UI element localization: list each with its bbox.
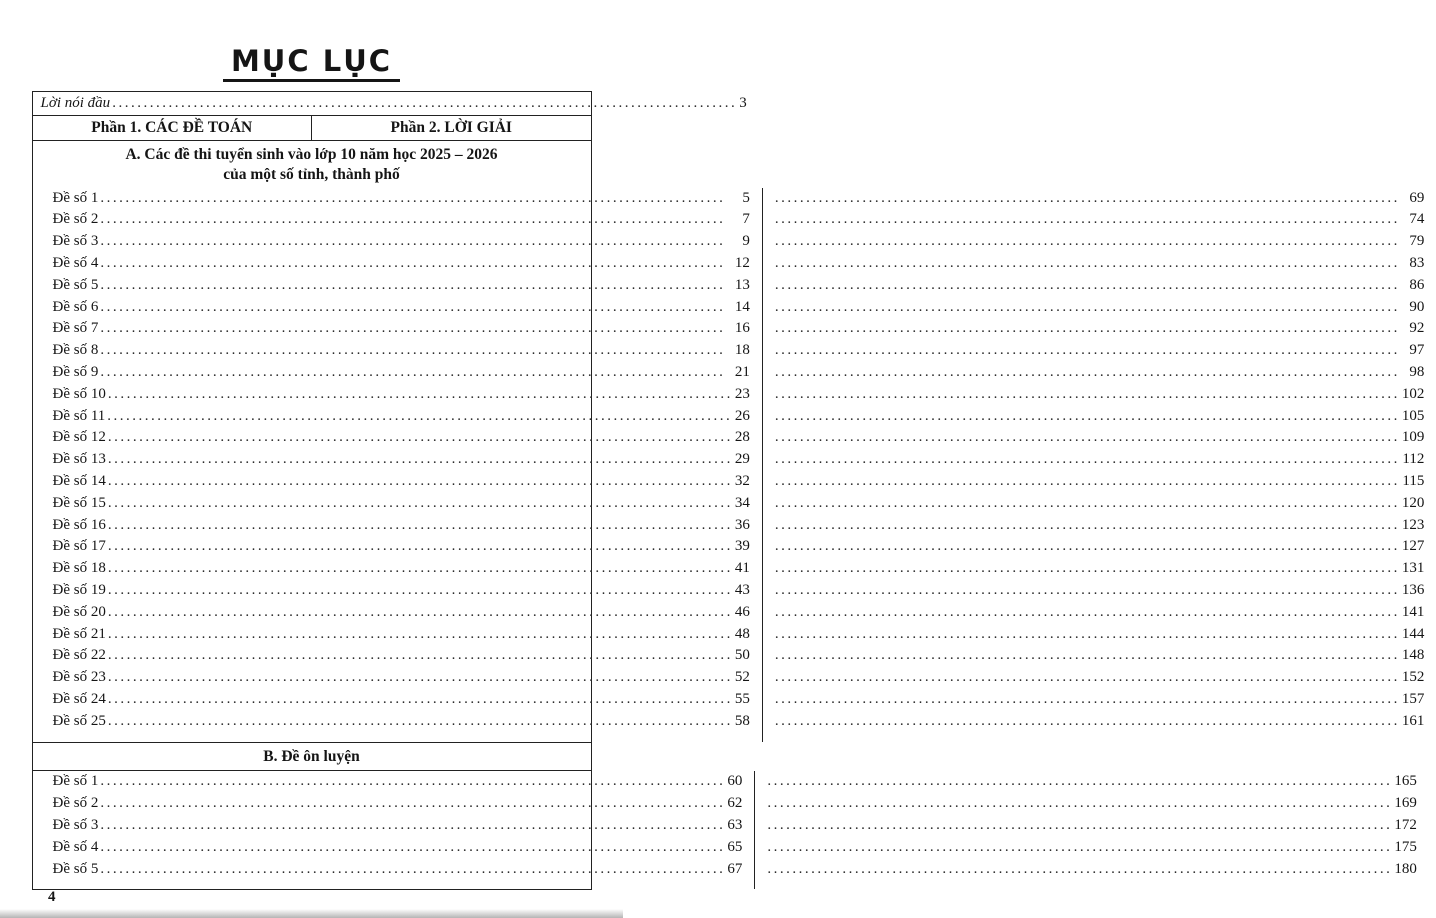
section-a-title-line-1: A. Các đề thi tuyển sinh vào lớp 10 năm học 2025 – 2026	[125, 146, 498, 163]
dot-leader	[775, 495, 1400, 512]
entry-page-right: 92	[1409, 320, 1425, 337]
dot-leader	[100, 190, 740, 207]
toc-entry-right	[755, 817, 1429, 839]
dot-leader	[775, 560, 1400, 577]
toc-entry-right	[755, 839, 1429, 861]
dot-leader	[108, 495, 733, 512]
toc-entry-left	[33, 669, 762, 691]
dot-leader	[775, 626, 1400, 643]
toc-entry-left	[33, 713, 762, 735]
entry-page-left: 34	[734, 494, 750, 511]
dot-leader	[767, 773, 1392, 790]
dot-leader	[100, 364, 733, 381]
dot-leader	[100, 817, 725, 834]
entry-label: Đề số 23	[52, 669, 106, 686]
title-area	[0, 0, 623, 82]
toc-entry-left	[33, 277, 762, 299]
entry-page-left: 58	[734, 712, 750, 729]
toc-entry-left	[33, 211, 762, 233]
dot-leader	[108, 517, 733, 534]
entry-page-right: 148	[1401, 647, 1425, 664]
toc-entry-left	[33, 861, 755, 883]
entry-page-right: 175	[1394, 838, 1417, 855]
entry-page-right: 165	[1394, 773, 1417, 790]
entry-page-left: 39	[734, 538, 750, 555]
dot-leader	[767, 839, 1392, 856]
entry-label: Đề số 2	[52, 795, 99, 812]
toc-entry-left	[33, 626, 762, 648]
entry-label: Đề số 17	[52, 538, 106, 555]
entry-page-left: 7	[742, 211, 750, 228]
dot-leader	[775, 451, 1401, 468]
entry-page-left: 16	[734, 320, 750, 337]
entry-page-right: 105	[1401, 407, 1425, 424]
toc-entry-left	[33, 691, 762, 713]
dot-leader	[108, 626, 733, 643]
page-title: MỤC LỤC	[223, 44, 400, 82]
scan-edge-artifact	[0, 909, 623, 918]
toc-entry-right	[763, 429, 1436, 451]
dot-leader	[767, 795, 1392, 812]
dot-leader	[775, 691, 1400, 708]
dot-leader	[100, 861, 725, 878]
toc-entry-right	[763, 320, 1436, 342]
dot-leader	[100, 233, 740, 250]
section-b-left-column	[33, 771, 756, 889]
toc-entry-right	[763, 473, 1436, 495]
dot-leader	[775, 473, 1401, 490]
entry-page-left: 26	[734, 407, 750, 424]
entry-label: Đề số 8	[52, 342, 99, 359]
dot-leader	[112, 95, 737, 112]
dot-leader	[108, 604, 733, 621]
section-b-header	[33, 742, 591, 772]
entry-page-right: 83	[1409, 255, 1425, 272]
dot-leader	[775, 517, 1400, 534]
dot-leader	[775, 582, 1400, 599]
entry-page-left: 50	[734, 647, 750, 664]
section-a-header	[33, 141, 591, 188]
toc-entry-left	[33, 839, 755, 861]
entry-page-left: 21	[734, 364, 750, 381]
dot-leader	[775, 299, 1408, 316]
entry-page-left: 43	[734, 582, 750, 598]
dot-leader	[775, 320, 1408, 337]
entry-page-right: 131	[1401, 560, 1425, 577]
entry-page-right: 169	[1394, 795, 1417, 812]
toc-entry-right	[763, 233, 1436, 255]
entry-page-right: 69	[1409, 189, 1425, 206]
entry-page-right: 112	[1402, 451, 1425, 468]
entry-label: Đề số 5	[52, 860, 99, 877]
toc-entry-left	[33, 473, 762, 495]
entry-page-left: 18	[734, 342, 750, 359]
toc-entry-right	[763, 408, 1436, 430]
toc-entry-left	[33, 342, 762, 364]
entry-page-right: 74	[1409, 211, 1425, 228]
entry-label: Đề số 6	[52, 298, 99, 315]
dot-leader	[775, 386, 1400, 403]
entry-page-left: 55	[734, 690, 750, 707]
entry-page-left: 63	[727, 817, 743, 833]
entry-page-right: 180	[1394, 860, 1417, 877]
dot-leader	[100, 211, 740, 228]
entry-label: Đề số 25	[52, 712, 106, 729]
entry-page-right: 109	[1401, 429, 1425, 446]
toc-entry-right	[763, 386, 1436, 408]
dot-leader	[775, 255, 1408, 272]
dot-leader	[108, 713, 733, 730]
dot-leader	[108, 691, 733, 708]
toc-entry-left	[33, 604, 762, 626]
dot-leader	[108, 429, 733, 446]
entry-label: Đề số 16	[52, 516, 106, 533]
dot-leader	[775, 429, 1400, 446]
dot-leader	[775, 408, 1400, 425]
toc-entry-left	[33, 582, 762, 604]
dot-leader	[108, 582, 733, 599]
entry-label: Đề số 14	[52, 473, 106, 490]
dot-leader	[775, 647, 1400, 664]
entry-label: Đề số 1	[52, 189, 99, 206]
toc-entry-right	[763, 517, 1436, 539]
toc-entry-left	[33, 408, 762, 430]
section-b-right-column	[755, 771, 1429, 889]
dot-leader	[775, 604, 1400, 621]
toc-entry-left	[33, 538, 762, 560]
dot-leader	[100, 277, 733, 294]
entry-page-right: 115	[1402, 473, 1425, 490]
left-column-header: Phần 1. CÁC ĐỀ TOÁN	[33, 116, 313, 140]
page-number: 4	[48, 889, 56, 905]
entry-page-right: 157	[1401, 690, 1425, 707]
entry-page-left: 28	[734, 429, 750, 446]
entry-label: Đề số 9	[52, 364, 99, 381]
entry-label: Đề số 15	[52, 494, 106, 511]
entry-label: Đề số 2	[52, 211, 99, 228]
dot-leader	[108, 647, 733, 664]
entry-label: Đề số 4	[52, 255, 99, 272]
entry-label: Đề số 13	[52, 451, 106, 468]
entry-label: Đề số 5	[52, 276, 99, 293]
toc-entry-right	[763, 495, 1436, 517]
entry-page-left: 67	[727, 860, 743, 877]
entry-label: Đề số 24	[52, 690, 106, 707]
section-b-entries	[33, 771, 1417, 889]
entry-page-left: 13	[734, 276, 750, 293]
toc-entry-left	[33, 817, 755, 839]
entry-page-right: 136	[1401, 582, 1425, 598]
toc-entry-left	[33, 320, 762, 342]
toc-entry-left	[33, 386, 762, 408]
toc-entry-left	[33, 190, 762, 212]
dot-leader	[767, 817, 1392, 834]
entry-label: Đề số 22	[52, 647, 106, 664]
entry-label: Đề số 18	[52, 560, 106, 577]
toc-entry-left	[33, 795, 755, 817]
toc-entry-left	[33, 364, 762, 386]
entry-label: Đề số 12	[52, 429, 106, 446]
dot-leader	[775, 364, 1408, 381]
entry-page-right: 102	[1401, 385, 1425, 402]
entry-page-right: 172	[1394, 817, 1417, 833]
entry-page-right: 123	[1401, 516, 1425, 533]
toc-entry-left	[33, 647, 762, 669]
toc-entry-right	[763, 299, 1436, 321]
toc-entry-right	[755, 861, 1429, 883]
right-column-header: Phần 2. LỜI GIẢI	[390, 119, 512, 136]
dot-leader	[775, 190, 1408, 207]
dot-leader	[100, 255, 733, 272]
section-a-left-column	[33, 188, 763, 742]
entry-label: Đề số 20	[52, 603, 106, 620]
dot-leader	[775, 669, 1400, 686]
entry-page-right: 86	[1409, 276, 1425, 293]
dot-leader	[775, 211, 1408, 228]
toc-entry-left	[33, 299, 762, 321]
toc-entry-right	[763, 277, 1436, 299]
entry-page-left: 9	[742, 233, 750, 250]
dot-leader	[775, 233, 1408, 250]
entry-page-left: 46	[734, 603, 750, 620]
toc-entry-right	[763, 190, 1436, 212]
entry-page-left: 36	[734, 516, 750, 533]
entry-label: Đề số 7	[52, 320, 99, 337]
dot-leader	[100, 795, 725, 812]
toc-entry-right	[763, 647, 1436, 669]
toc-entry-right	[763, 364, 1436, 386]
toc-entry-right	[763, 669, 1436, 691]
dot-leader	[100, 839, 725, 856]
entry-page-left: 48	[734, 625, 750, 642]
toc-entry-right	[763, 451, 1436, 473]
entry-page-left: 62	[727, 795, 743, 812]
preface-label: Lời nói đầu	[40, 95, 111, 111]
toc-entry-right	[763, 713, 1436, 735]
toc-entry-right	[763, 342, 1436, 364]
toc-entry-right	[755, 795, 1429, 817]
dot-leader	[100, 320, 733, 337]
entry-page-right: 127	[1401, 538, 1425, 555]
entry-page-left: 65	[727, 838, 743, 855]
entry-label: Đề số 1	[52, 773, 99, 790]
dot-leader	[767, 861, 1392, 878]
entry-page-left: 60	[727, 773, 743, 790]
dot-leader	[108, 451, 733, 468]
toc-entry-left	[33, 773, 755, 795]
entry-label: Đề số 3	[52, 233, 99, 250]
entry-label: Đề số 3	[52, 817, 99, 833]
toc-entry-right	[763, 582, 1436, 604]
dot-leader	[775, 713, 1400, 730]
toc-entry-right	[763, 626, 1436, 648]
dot-leader	[100, 299, 733, 316]
toc-entry-right	[763, 604, 1436, 626]
entry-page-right: 144	[1401, 625, 1425, 642]
section-a-right-column	[763, 188, 1436, 742]
entry-page-right: 161	[1401, 712, 1425, 729]
toc-entry-left	[33, 429, 762, 451]
toc-entry-right	[763, 560, 1436, 582]
toc-entry-left	[33, 560, 762, 582]
section-a-title-line-2: của một số tỉnh, thành phố	[223, 165, 400, 183]
dot-leader	[107, 408, 733, 425]
entry-page-right: 98	[1409, 364, 1425, 381]
dot-leader	[100, 342, 733, 359]
entry-page-left: 41	[734, 560, 750, 577]
dot-leader	[108, 538, 733, 555]
toc-entry-left	[33, 255, 762, 277]
section-a-entries	[33, 188, 1425, 742]
entry-page-left: 52	[734, 669, 750, 686]
toc-entry-left	[33, 451, 762, 473]
entry-page-right: 141	[1401, 603, 1425, 620]
toc-entry-right	[763, 211, 1436, 233]
section-b-title-line-1: B. Đề ôn luyện	[263, 747, 360, 765]
entry-page-right: 152	[1401, 669, 1425, 686]
dot-leader	[108, 560, 733, 577]
entry-page-right: 97	[1409, 342, 1425, 359]
entry-page-left: 32	[734, 473, 750, 490]
entry-page-left: 12	[734, 255, 750, 272]
toc-entry-right	[763, 255, 1436, 277]
entry-label: Đề số 11	[52, 407, 106, 424]
dot-leader	[775, 342, 1408, 359]
entry-label: Đề số 19	[52, 582, 106, 598]
entry-page-right: 120	[1401, 494, 1425, 511]
toc-entry-right	[755, 773, 1429, 795]
entry-page-right: 90	[1409, 298, 1425, 315]
toc-entry-left	[33, 233, 762, 255]
dot-leader	[775, 538, 1400, 555]
entry-page-left: 14	[734, 298, 750, 315]
entry-page-right: 79	[1409, 233, 1425, 250]
dot-leader	[775, 277, 1408, 294]
column-headers	[33, 116, 591, 141]
toc-entry-right	[763, 538, 1436, 560]
entry-label: Đề số 21	[52, 625, 106, 642]
dot-leader	[108, 386, 733, 403]
preface-row	[33, 92, 747, 116]
toc-entry-right	[763, 691, 1436, 713]
toc-entry-left	[33, 517, 762, 539]
dot-leader	[108, 669, 733, 686]
dot-leader	[108, 473, 733, 490]
preface-page: 3	[739, 95, 747, 111]
entry-label: Đề số 10	[52, 385, 106, 402]
dot-leader	[100, 773, 725, 790]
entry-page-left: 5	[742, 189, 750, 206]
entry-page-left: 23	[734, 385, 750, 402]
entry-page-left: 29	[734, 451, 750, 468]
entry-label: Đề số 4	[52, 838, 99, 855]
toc-entry-left	[33, 495, 762, 517]
toc-table	[32, 91, 1425, 890]
